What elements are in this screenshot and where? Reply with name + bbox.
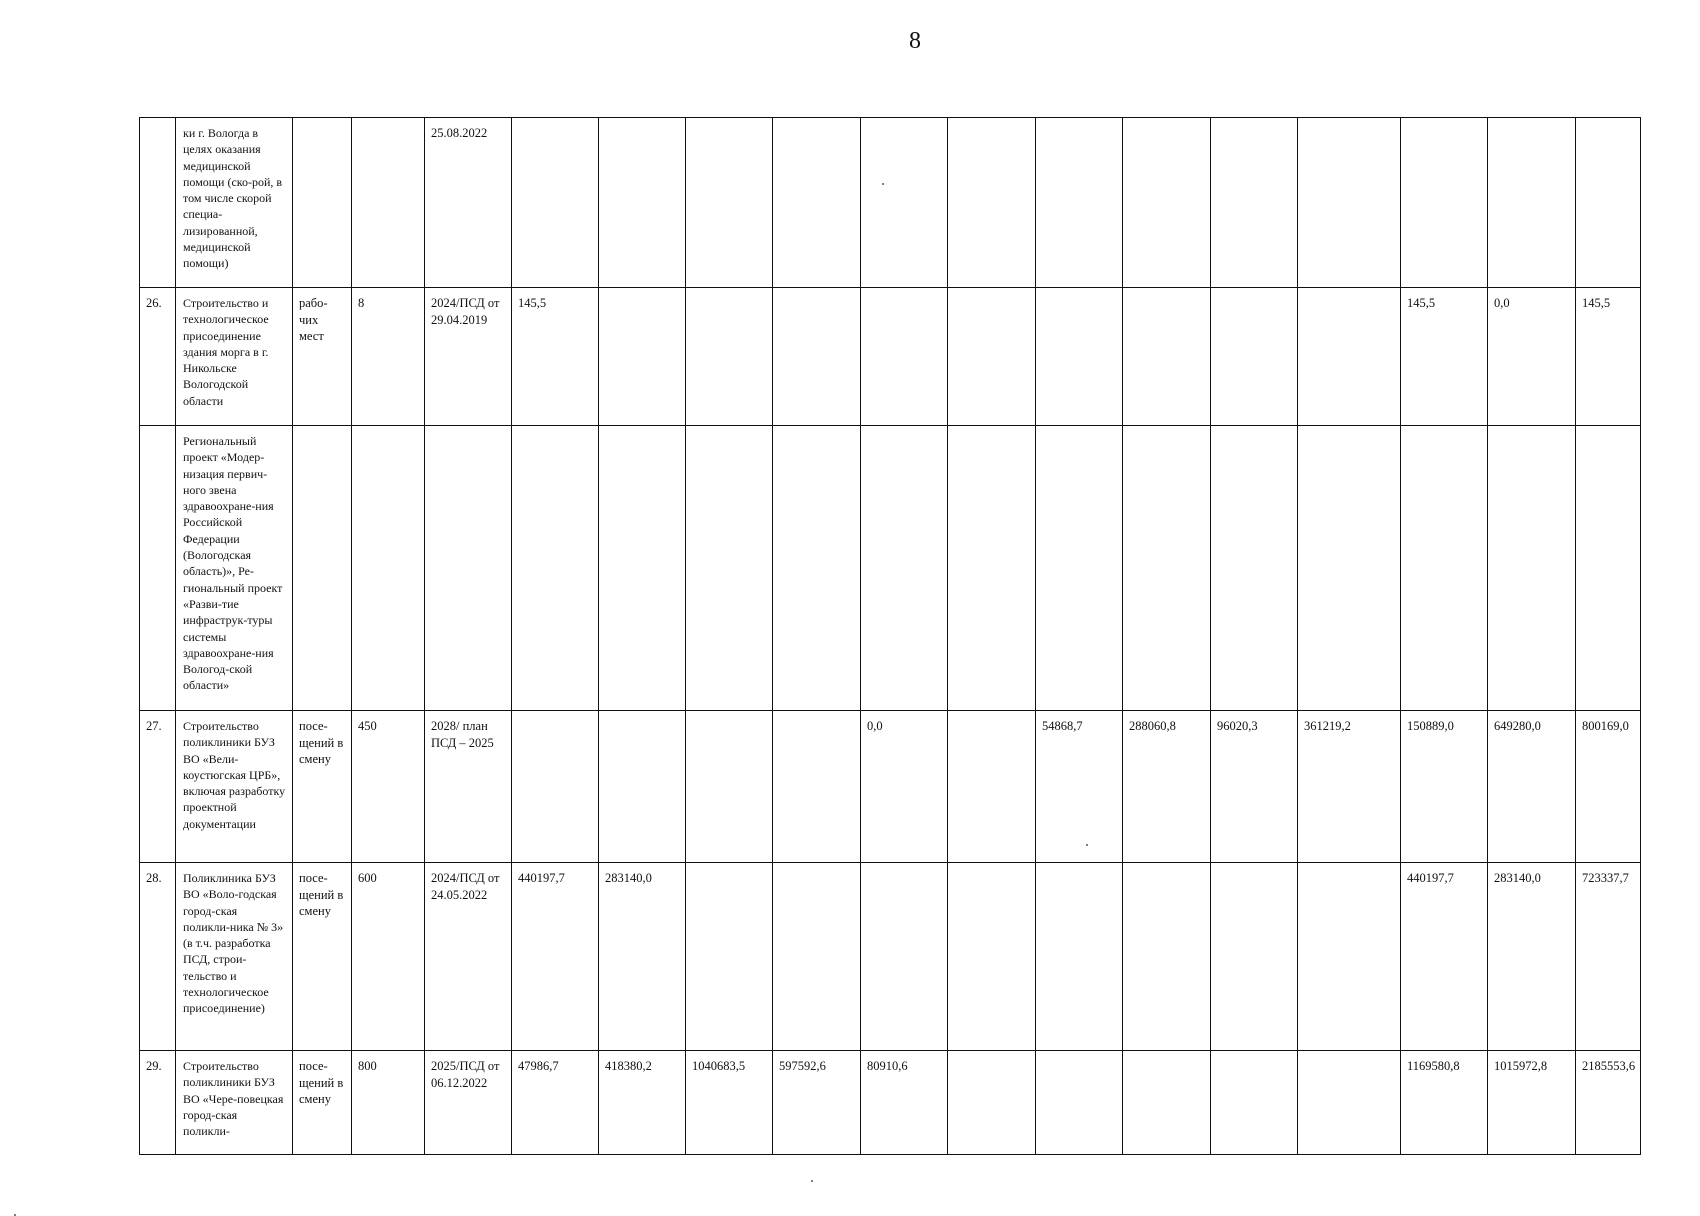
value-cell: [1123, 1051, 1211, 1155]
year-document-cell: 2028/ план ПСД – 2025: [425, 711, 512, 863]
page-number: 8: [909, 28, 921, 54]
object-name-cell: Строительство и технологическое присоединение здания морга в г. Никольске Вологодской области: [176, 288, 293, 426]
table-row: [140, 711, 1641, 863]
value-cell: [861, 118, 948, 288]
value-cell: [1036, 118, 1123, 288]
value-cell: [512, 118, 599, 288]
value-cell: 145,5: [1401, 288, 1488, 426]
value-cell: 440197,7: [1401, 863, 1488, 1051]
value-cell: 283140,0: [599, 863, 686, 1051]
value-cell: [686, 118, 773, 288]
value-cell: [861, 288, 948, 426]
value-cell: [1401, 118, 1488, 288]
value-cell: [686, 863, 773, 1051]
row-number-cell: 29.: [140, 1051, 176, 1155]
value-cell: [773, 118, 861, 288]
value-cell: 597592,6: [773, 1051, 861, 1155]
value-cell: [1298, 288, 1401, 426]
value-cell: 145,5: [1576, 288, 1641, 426]
value-cell: 150889,0: [1401, 711, 1488, 863]
value-cell: 1040683,5: [686, 1051, 773, 1155]
value-cell: [1036, 863, 1123, 1051]
value-cell: [861, 426, 948, 711]
value-cell: [599, 711, 686, 863]
value-cell: [948, 426, 1036, 711]
value-cell: 1015972,8: [1488, 1051, 1576, 1155]
value-cell: 440197,7: [512, 863, 599, 1051]
object-name-cell: Строительство поликлиники БУЗ ВО «Чере-повецкая город-ская поликли-: [176, 1051, 293, 1155]
value-cell: [1298, 426, 1401, 711]
year-document-cell: [425, 426, 512, 711]
value-cell: [1123, 288, 1211, 426]
value-cell: 288060,8: [1123, 711, 1211, 863]
value-cell: [948, 863, 1036, 1051]
object-name-cell: Строительство поликлиники БУЗ ВО «Вели-коустюгская ЦРБ», включая разработку проектной документации: [176, 711, 293, 863]
value-cell: [1576, 118, 1641, 288]
value-cell: [1488, 118, 1576, 288]
value-cell: [773, 288, 861, 426]
value-cell: [599, 118, 686, 288]
value-cell: [1211, 426, 1298, 711]
unit-cell: [293, 426, 352, 711]
value-cell: 145,5: [512, 288, 599, 426]
value-cell: [512, 426, 599, 711]
value-cell: [773, 863, 861, 1051]
investment-table: [139, 117, 1641, 1155]
scan-speck: [811, 1180, 813, 1182]
value-cell: [599, 426, 686, 711]
year-document-cell: 2024/ПСД от 29.04.2019: [425, 288, 512, 426]
value-cell: 0,0: [1488, 288, 1576, 426]
value-cell: [861, 863, 948, 1051]
capacity-cell: [352, 118, 425, 288]
capacity-cell: 800: [352, 1051, 425, 1155]
value-cell: [686, 711, 773, 863]
table-row: [140, 426, 1641, 711]
value-cell: 361219,2: [1298, 711, 1401, 863]
value-cell: [1036, 288, 1123, 426]
value-cell: [773, 426, 861, 711]
value-cell: [1123, 426, 1211, 711]
unit-cell: рабо-чих мест: [293, 288, 352, 426]
value-cell: [599, 288, 686, 426]
value-cell: [1401, 426, 1488, 711]
row-number-cell: 26.: [140, 288, 176, 426]
capacity-cell: 8: [352, 288, 425, 426]
value-cell: 800169,0: [1576, 711, 1641, 863]
row-number-cell: [140, 118, 176, 288]
year-document-cell: 2024/ПСД от 24.05.2022: [425, 863, 512, 1051]
capacity-cell: 600: [352, 863, 425, 1051]
unit-cell: посе-щений в смену: [293, 711, 352, 863]
unit-cell: посе-щений в смену: [293, 863, 352, 1051]
scan-speck: [882, 183, 884, 185]
value-cell: [1036, 426, 1123, 711]
row-number-cell: 27.: [140, 711, 176, 863]
value-cell: 0,0: [861, 711, 948, 863]
scan-speck: [1086, 844, 1088, 846]
value-cell: [686, 426, 773, 711]
capacity-cell: [352, 426, 425, 711]
value-cell: [1123, 863, 1211, 1051]
value-cell: 47986,7: [512, 1051, 599, 1155]
value-cell: 1169580,8: [1401, 1051, 1488, 1155]
value-cell: [1298, 863, 1401, 1051]
value-cell: [1298, 1051, 1401, 1155]
object-name-cell: ки г. Вологда в целях оказания медицинской помощи (ско-рой, в том числе скорой специа-лизированной, медицинской помощи): [176, 118, 293, 288]
value-cell: 723337,7: [1576, 863, 1641, 1051]
value-cell: [948, 711, 1036, 863]
table-row: [140, 288, 1641, 426]
unit-cell: посе-щений в смену: [293, 1051, 352, 1155]
value-cell: [1123, 118, 1211, 288]
value-cell: [1576, 426, 1641, 711]
value-cell: [1211, 1051, 1298, 1155]
value-cell: [686, 288, 773, 426]
unit-cell: [293, 118, 352, 288]
object-name-cell: Поликлиника БУЗ ВО «Воло-годская город-ская поликли-ника № 3» (в т.ч. разработка ПСД, строи-тельство и технологическое присоединение): [176, 863, 293, 1051]
table-row: [140, 863, 1641, 1051]
capacity-cell: 450: [352, 711, 425, 863]
table-row: [140, 118, 1641, 288]
value-cell: 80910,6: [861, 1051, 948, 1155]
value-cell: [948, 288, 1036, 426]
value-cell: 283140,0: [1488, 863, 1576, 1051]
value-cell: [1488, 426, 1576, 711]
year-document-cell: 2025/ПСД от 06.12.2022: [425, 1051, 512, 1155]
value-cell: 96020,3: [1211, 711, 1298, 863]
value-cell: [1298, 118, 1401, 288]
value-cell: 418380,2: [599, 1051, 686, 1155]
value-cell: [1211, 118, 1298, 288]
value-cell: [1036, 1051, 1123, 1155]
value-cell: 649280,0: [1488, 711, 1576, 863]
row-number-cell: [140, 426, 176, 711]
value-cell: [948, 118, 1036, 288]
value-cell: 54868,7: [1036, 711, 1123, 863]
value-cell: [773, 711, 861, 863]
object-name-cell: Региональный проект «Модер-низация первич-ного звена здравоохране-ния Российской Федерации (Вологодская область)», Ре-гиональный проект «Разви-тие инфраструк-туры системы здравоохране-ния Вологод-ской области»: [176, 426, 293, 711]
table-row: [140, 1051, 1641, 1155]
value-cell: [948, 1051, 1036, 1155]
row-number-cell: 28.: [140, 863, 176, 1051]
value-cell: [1211, 288, 1298, 426]
value-cell: 2185553,6: [1576, 1051, 1641, 1155]
year-document-cell: 25.08.2022: [425, 118, 512, 288]
value-cell: [512, 711, 599, 863]
value-cell: [1211, 863, 1298, 1051]
